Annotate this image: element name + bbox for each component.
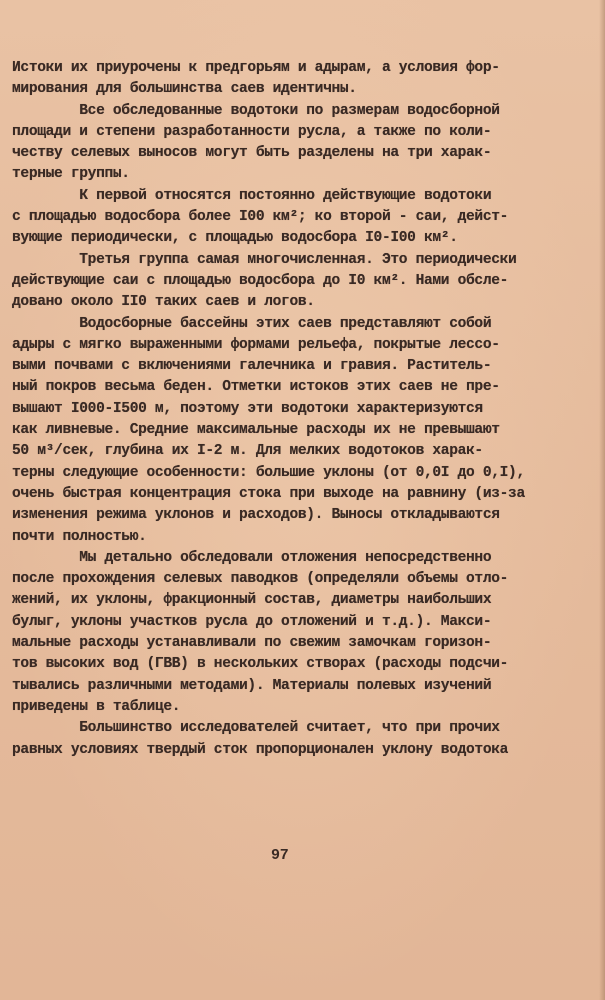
- text-line: действующие саи с площадью водосбора до I0 км². Нами обсле-: [12, 272, 509, 289]
- text-line: изменения режима уклонов и расходов). Выносы откладываются: [12, 507, 500, 524]
- text-line: приведены в таблице.: [12, 698, 181, 715]
- text-line: адыры с мягко выраженными формами рельефа, покрытые лессо-: [12, 336, 500, 353]
- body-text: [12, 58, 592, 761]
- text-line: Третья группа самая многочисленная. Это периодически: [12, 251, 517, 268]
- text-line: вышают I000-I500 м, поэтому эти водотоки характеризуются: [12, 400, 483, 417]
- text-line: очень быстрая концентрация стока при выходе на равнину (из-за: [12, 485, 525, 502]
- text-line: после прохождения селевых паводков (определяли объемы отло-: [12, 571, 509, 588]
- page-number: 97: [271, 847, 289, 864]
- text-line: терные группы.: [12, 166, 130, 183]
- text-line: Мы детально обследовали отложения непосредственно: [12, 549, 492, 566]
- text-line: равных условиях твердый сток пропорционален уклону водотока: [12, 741, 509, 758]
- text-line: Истоки их приурочены к предгорьям и адырам, а условия фор-: [12, 60, 500, 76]
- text-line: жений, их уклоны, фракционный состав, диаметры наибольших: [12, 592, 492, 609]
- page-edge-shadow: [599, 0, 605, 1000]
- text-line: Все обследованные водотоки по размерам водосборной: [12, 102, 500, 119]
- text-line: площади и степени разработанности русла, а также по коли-: [12, 123, 492, 140]
- text-line: К первой относятся постоянно действующие водотоки: [12, 187, 492, 204]
- text-line: мирования для большинства саев идентичны.: [12, 81, 357, 98]
- text-line: как ливневые. Средние максимальные расходы их не превышают: [12, 422, 500, 439]
- text-line: честву селевых выносов могут быть разделены на три харак-: [12, 145, 492, 162]
- text-line: с площадью водосбора более I00 км²; ко второй - саи, дейст-: [12, 209, 509, 226]
- text-line: выми почвами с включениями галечника и гравия. Раститель-: [12, 358, 492, 375]
- text-line: вующие периодически, с площадью водосбора I0-I00 км².: [12, 230, 458, 247]
- text-line: Большинство исследователей считает, что при прочих: [12, 720, 500, 737]
- text-line: булыг, уклоны участков русла до отложений и т.д.). Макси-: [12, 613, 492, 630]
- text-line: почти полностью.: [12, 528, 147, 545]
- text-line: терны следующие особенности: большие уклоны (от 0,0I до 0,I),: [12, 464, 525, 481]
- text-line: довано около II0 таких саев и логов.: [12, 294, 315, 311]
- text-line: мальные расходы устанавливали по свежим замочкам горизон-: [12, 635, 492, 652]
- text-line: ный покров весьма беден. Отметки истоков этих саев не пре-: [12, 379, 500, 396]
- text-line: 50 м³/сек, глубина их I-2 м. Для мелких водотоков харак-: [12, 443, 483, 460]
- text-line: Водосборные бассейны этих саев представляют собой: [12, 315, 492, 332]
- text-line: тов высоких вод (ГВВ) в нескольких створах (расходы подсчи-: [12, 656, 509, 673]
- text-line: тывались различными методами). Материалы полевых изучений: [12, 677, 492, 694]
